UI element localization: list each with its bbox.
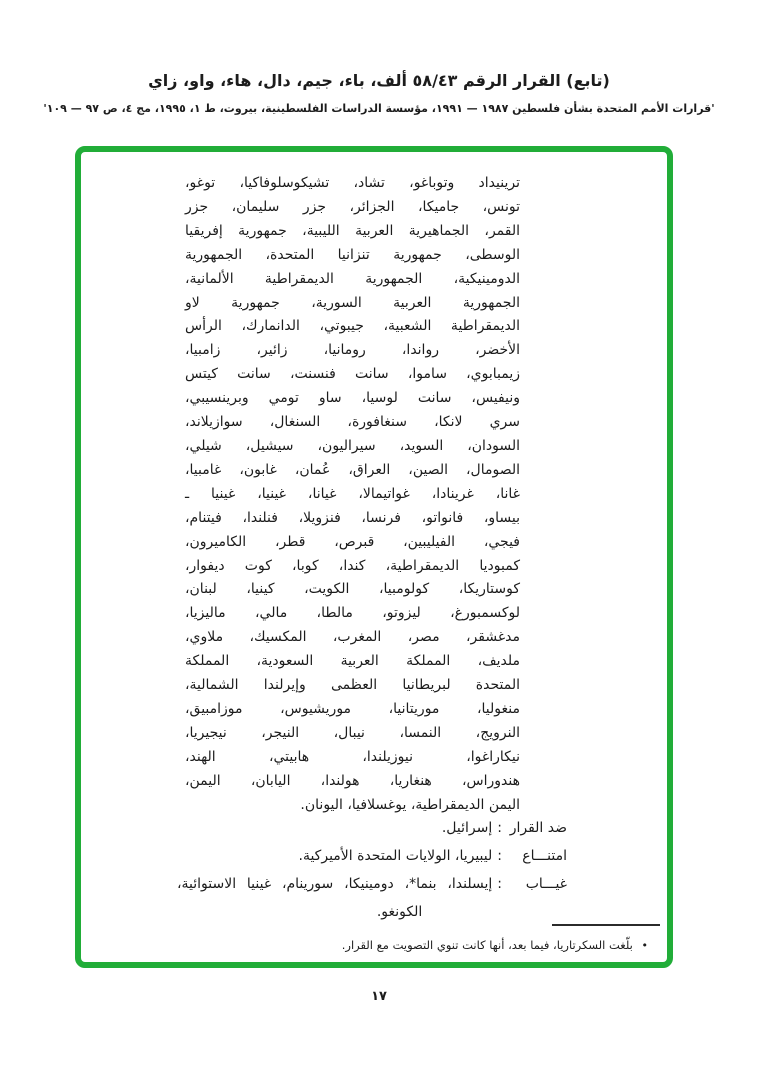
countries-paragraph — [185, 172, 520, 817]
country-line: الجمهورية العربية السورية، جمهورية لاو — [185, 294, 520, 311]
country-line: الديمقراطية الشعبية، جيبوتي، الدانمارك، الرأس — [185, 318, 520, 335]
country-line: ترينيداد وتوباغو، تشاد، تشيكوسلوفاكيا، توغو، — [185, 175, 520, 191]
footnote-rule — [552, 924, 660, 926]
country-line: المتحدة لبريطانيا العظمى وإيرلندا الشمالية، — [185, 677, 520, 694]
vote-colon: : — [497, 820, 502, 836]
country-line: غانا، غرينادا، غواتيمالا، غيانا، غينيا، غينيا ـ — [185, 485, 520, 502]
vote-results — [177, 814, 567, 926]
vote-row-abstain — [177, 842, 567, 870]
country-line: ونيفيس، سانت لوسيا، ساو تومي وبرينسيبي، — [185, 390, 520, 407]
country-line: هندوراس، هنغاريا، هولندا، اليابان، اليمن، — [185, 772, 520, 789]
country-line: تونس، جاميكا، الجزائر، جزر سليمان، جزر — [185, 198, 520, 215]
vote-against-label: ضد القرار — [509, 820, 567, 836]
country-line: كوستاريكا، كولومبيا، الكويت، كينيا، لبنان، — [185, 581, 520, 598]
country-line: الأخضر، رواندا، رومانيا، زائير، زامبيا، — [185, 342, 520, 359]
page-title: (تابع) القرار الرقم ٥٨/٤٣ ألف، باء، جيم، دال، هاء، واو، زاي — [148, 71, 610, 90]
country-line: فيجي، الفيليبين، قبرص، قطر، الكاميرون، — [185, 533, 520, 550]
country-line: لوكسمبورغ، ليزوتو، مالطا، مالي، ماليزيا، — [185, 605, 520, 622]
vote-absent-value: إيسلندا، بنما*، دومينيكا، سورينام، غينيا الاستوائية، الكونغو. — [177, 876, 493, 920]
country-line: النرويج، النمسا، نيبال، النيجر، نيجيريا، — [185, 724, 520, 741]
source-citation: 'قرارات الأمم المتحدة بشأن فلسطين ١٩٨٧ — ١٩٩١، مؤسسة الدراسات الفلسطينية، بيروت، ط ١، ١٩٩٥، مج ٤، ص ٩٧ — ١٠٩' — [43, 102, 715, 115]
country-line: اليمن الديمقراطية، يوغسلافيا، اليونان. — [300, 796, 520, 813]
country-line: الدومينيكية، الجمهورية الديمقراطية الألمانية، — [185, 270, 520, 287]
country-line: مدغشقر، مصر، المغرب، المكسيك، ملاوي، — [185, 629, 520, 646]
country-line: نيكاراغوا، نيوزيلندا، هابيتي، الهند، — [185, 748, 520, 765]
country-line: الوسطى، جمهورية تنزانيا المتحدة، الجمهورية — [185, 246, 520, 263]
country-line: سري لانكا، سنغافورة، السنغال، سوازيلاند، — [185, 414, 520, 431]
country-line: القمر، الجماهيرية العربية الليبية، جمهورية إفريقيا — [185, 222, 520, 239]
vote-absent-label: غيـــاب — [525, 876, 567, 892]
page-number: ١٧ — [371, 989, 387, 1004]
country-line: الصومال، الصين، العراق، عُمان، غابون، غامبيا، — [185, 461, 520, 478]
country-line: منغوليا، موريتانيا، موريشيوس، موزامبيق، — [185, 700, 520, 717]
country-line: ملديف، المملكة العربية السعودية، المملكة — [185, 653, 520, 670]
vote-against-value: إسرائيل. — [441, 820, 493, 836]
vote-colon: : — [497, 848, 502, 864]
vote-colon: : — [497, 876, 502, 892]
country-line: زيمبابوي، ساموا، سانت فنسنت، سانت كيتس — [185, 366, 520, 383]
vote-row-against — [177, 814, 567, 842]
country-line: بيساو، فانواتو، فرنسا، فنزويلا، فنلندا، فيتنام، — [185, 509, 520, 526]
footnote — [208, 937, 648, 954]
footnote-bullet-icon: • — [641, 939, 648, 952]
footnote-text: بلّغت السكرتاريا، فيما بعد، أنها كانت تنوي التصويت مع القرار. — [341, 938, 633, 952]
vote-abstain-value: ليبيريا، الولايات المتحدة الأميركية. — [298, 848, 493, 864]
highlight-box — [75, 146, 673, 968]
vote-abstain-label: امتنـــاع — [522, 848, 567, 864]
vote-row-absent — [177, 870, 567, 926]
country-line: السودان، السويد، سيراليون، سيشيل، شيلي، — [185, 437, 520, 454]
country-line: كمبوديا الديمقراطية، كندا، كوبا، كوت ديفوار، — [185, 557, 520, 574]
